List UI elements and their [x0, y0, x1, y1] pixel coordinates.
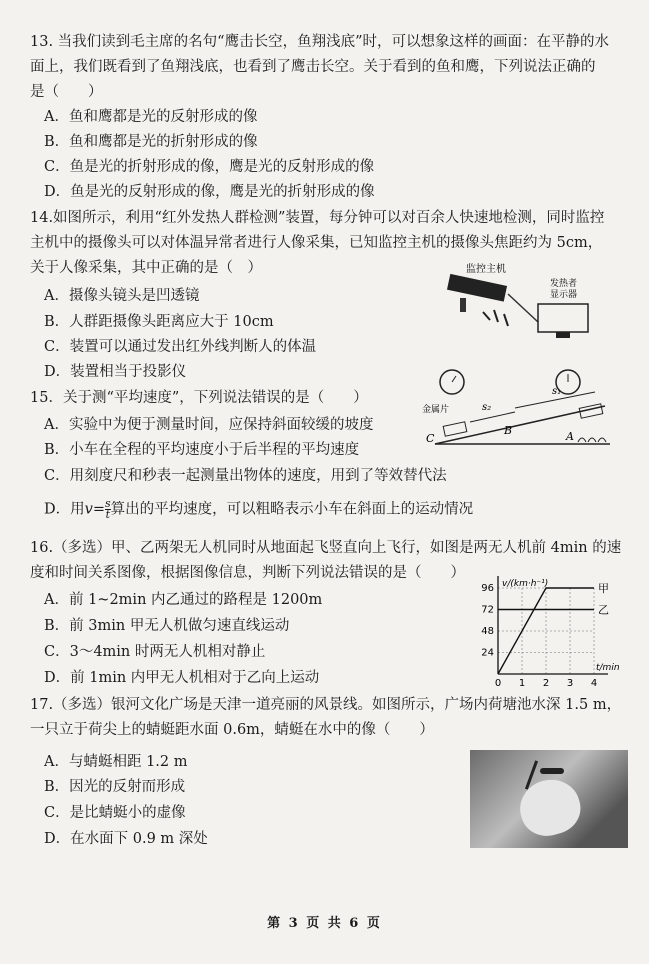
y-tick-label: 24	[481, 647, 494, 659]
q16-velocity-time-chart	[470, 568, 630, 688]
s1-label: s₁	[552, 386, 562, 397]
y-tick-label: 72	[481, 604, 494, 616]
q15-line1: 15．关于测“平均速度”，下列说法错误的是（ ）	[30, 390, 368, 406]
q14-option-b: B．人群距摄像头距离应大于 10cm	[44, 314, 274, 330]
q14-line1: 14.如图所示，利用“红外发热人群检测”装置，每分钟可以对百余人快速地检测，同时监控	[30, 210, 605, 226]
q13-line2: 面上，我们既看到了鱼翔浅底，也看到了鹰击长空。关于看到的鱼和鹰，下列说法正确的	[30, 59, 596, 75]
q13-line1: 13. 当我们读到毛主席的名句“鹰击长空，鱼翔浅底”时，可以想象这样的画面：在平静的水	[30, 34, 609, 50]
metal-plate-label: 金属片	[422, 405, 450, 415]
y-tick-label: 96	[481, 583, 494, 594]
q15-option-d	[44, 499, 473, 520]
series-label-1: 甲	[598, 582, 609, 595]
fraction-denominator: t	[105, 508, 111, 521]
q16-option-b: B．前 3min 甲无人机做匀速直线运动	[44, 618, 290, 634]
q17-option-a: A．与蜻蜓相距 1.2 m	[44, 754, 188, 770]
y-tick-label: 48	[481, 626, 494, 637]
x-tick-label: 2	[542, 678, 550, 688]
x-tick-label: 3	[566, 678, 574, 688]
fraction-numerator: s	[105, 497, 111, 510]
cart-bottom	[443, 422, 467, 436]
q13-option-a: A．鱼和鹰都是光的反射形成的像	[44, 109, 258, 125]
q17-line2: 一只立于荷尖上的蜻蜓距水面 0.6m，蜻蜓在水中的像（ ）	[30, 722, 434, 738]
q15-option-d-post: 算出的平均速度，可以粗略表示小车在斜面上的运动情况	[110, 501, 474, 518]
q17-option-d: D．在水面下 0.9 m 深处	[44, 831, 208, 847]
camera-mount	[460, 298, 466, 312]
q15-option-d-v: v	[84, 501, 93, 518]
people-icon	[483, 310, 508, 326]
s2-label: s₂	[482, 402, 492, 413]
q14-line3: 关于人像采集，其中正确的是（ ）	[30, 260, 262, 276]
q14-display-label-2: 显示器	[550, 290, 578, 300]
x-axis-label: t/min	[596, 663, 620, 673]
q15-option-c: C．用刻度尺和秒表一起测量出物体的速度，用到了等效替代法	[44, 468, 447, 484]
q17-line1: 17.（多选）银河文化广场是天津一道亮丽的风景线。如图所示，广场内荷塘池水深 1.5 m，	[30, 697, 622, 713]
q14-line2: 主机中的摄像头可以对体温异常者进行人像采集，已知监控主机的摄像头焦距约为 5cm，	[30, 235, 603, 251]
x-tick-label: 1	[518, 678, 526, 688]
q16-line1: 16.（多选）甲、乙两架无人机同时从地面起飞竖直向上飞行，如图是两无人机前 4min 的速	[30, 540, 622, 556]
q15-option-b: B．小车在全程的平均速度小于后半程的平均速度	[44, 442, 360, 458]
q14-option-c: C．装置可以通过发出红外线判断人的体温	[44, 339, 317, 355]
lotus-bud-shape	[514, 773, 586, 842]
q16-line2: 度和时间关系图像，根据图像信息，判断下列说法错误的是（ ）	[30, 565, 465, 581]
q14-option-d: D．装置相当于投影仪	[44, 364, 187, 380]
q14-display-label-1: 发热者	[550, 279, 578, 289]
dragonfly-icon	[540, 768, 564, 774]
q17-option-b: B．因光的反射而形成	[44, 779, 186, 795]
point-b-label: B	[504, 424, 513, 437]
q15-option-d-pre: D．用	[44, 501, 85, 518]
q14-host-label: 监控主机	[466, 264, 506, 275]
q13-line3: 是（ ）	[30, 84, 103, 100]
y-axis-label: v/(km·h⁻¹)	[502, 579, 549, 589]
q16-option-a: A．前 1~2min 内乙通过的路程是 1200m	[44, 592, 323, 608]
q15-incline-figure	[420, 368, 620, 450]
page-footer: 第 3 页 共 6 页	[267, 916, 382, 931]
q16-option-d: D．前 1min 内甲无人机相对于乙向上运动	[44, 670, 320, 686]
point-a-label: A	[566, 430, 574, 443]
point-c-label: C	[426, 432, 435, 445]
q13-option-c: C．鱼是光的折射形成的像，鹰是光的反射形成的像	[44, 159, 375, 175]
q15-option-a: A．实验中为便于测量时间，应保持斜面较缓的坡度	[44, 417, 374, 433]
x-tick-label: 0	[494, 678, 502, 688]
q17-lotus-dragonfly-photo	[470, 750, 628, 848]
q14-option-a: A．摄像头镜头是凹透镜	[44, 288, 200, 304]
camera-shape	[447, 274, 507, 302]
q13-option-b: B．鱼和鹰都是光的折射形成的像	[44, 134, 258, 150]
display-screen	[538, 304, 588, 332]
q13-option-d: D．鱼是光的反射形成的像，鹰是光的折射形成的像	[44, 184, 375, 200]
series-label-2: 乙	[598, 603, 609, 617]
q16-option-c: C．3～4min 时两无人机相对静止	[44, 644, 266, 660]
q15-option-d-eq: =	[92, 501, 105, 518]
x-tick-label: 4	[590, 678, 598, 688]
q17-option-c: C．是比蜻蜓小的虚像	[44, 805, 186, 821]
incline-support	[578, 438, 606, 442]
q14-monitor-figure	[438, 262, 618, 347]
